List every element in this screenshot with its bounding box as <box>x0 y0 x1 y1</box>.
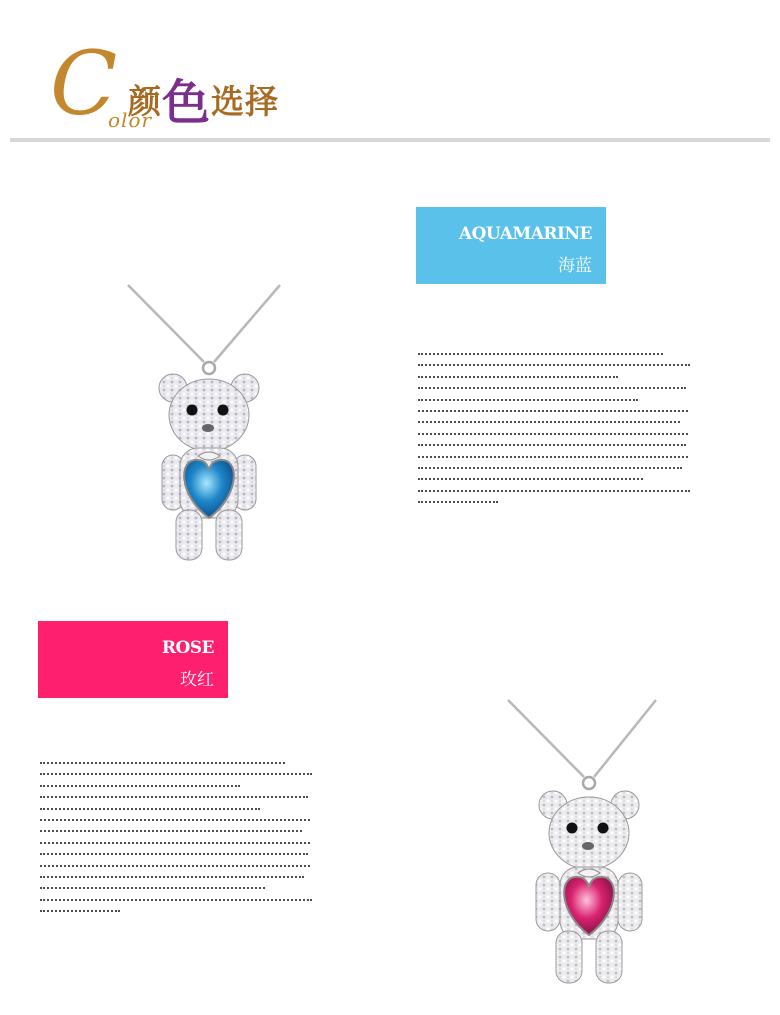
logo-olor-text: olor <box>108 108 153 132</box>
variant-name-en: AQUAMARINE <box>458 224 592 244</box>
rose-bear-pendant-image <box>498 695 678 1000</box>
header-divider <box>10 138 770 142</box>
aquamarine-description <box>418 351 693 510</box>
variant-name-cn: 海蓝 <box>558 256 592 276</box>
page-title: 颜色选择 <box>128 75 280 131</box>
variant-label-rose <box>38 621 228 698</box>
aquamarine-bear-pendant-image <box>118 280 298 580</box>
variant-label-aquamarine <box>416 207 606 284</box>
color-selection-header <box>0 0 780 150</box>
svg-text:C: C <box>50 40 118 130</box>
variant-name-en: ROSE <box>161 638 214 658</box>
variant-name-cn: 玫红 <box>180 670 214 690</box>
rose-description <box>40 760 315 919</box>
